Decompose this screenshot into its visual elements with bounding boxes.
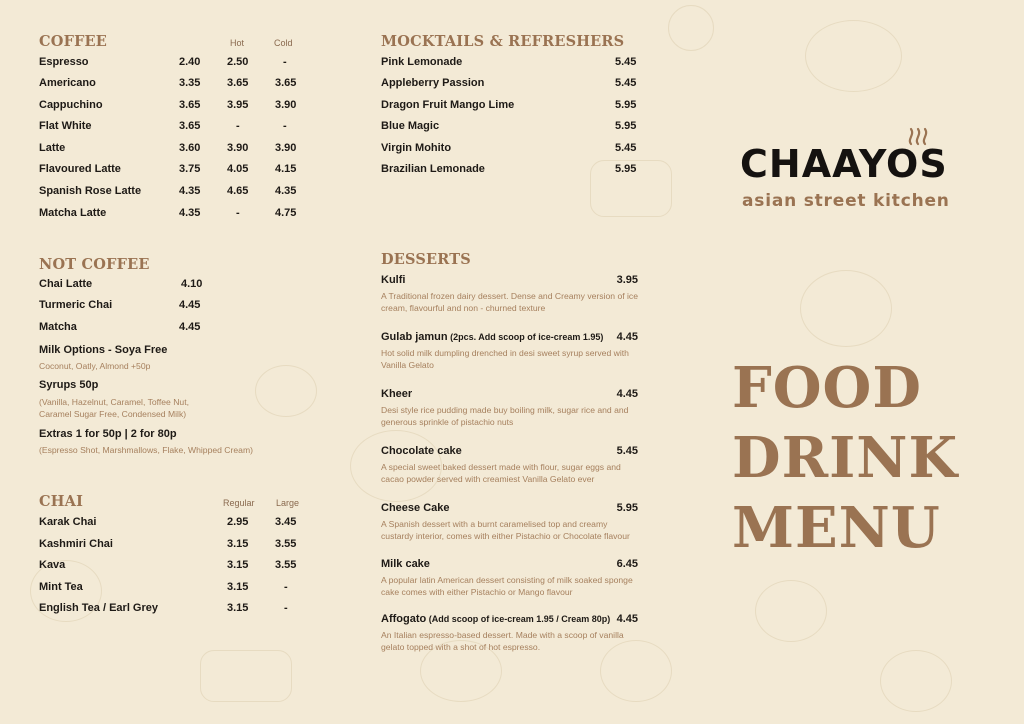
item-price: 5.45 (615, 77, 637, 89)
item-price: 5.45 (615, 142, 637, 154)
item-price: 5.45 (615, 56, 637, 68)
coffee-row (39, 120, 309, 138)
item-price: 2.40 (179, 56, 201, 68)
dessert-price: 4.45 (616, 331, 638, 343)
item-name: Espresso (39, 56, 89, 68)
item-regular: 3.15 (227, 581, 249, 593)
item-name: Virgin Mohito (381, 142, 452, 154)
item-cold: 3.90 (275, 142, 297, 154)
coffee-row (39, 56, 309, 74)
col-head-regular: Regular (223, 498, 255, 508)
dessert-name: Chocolate cake (381, 445, 462, 457)
col-head-cold: Cold (274, 38, 293, 48)
item-name: Turmeric Chai (39, 299, 113, 311)
chai-row (39, 581, 309, 599)
brand-tagline: asian street kitchen (742, 191, 950, 211)
coffee-row (39, 185, 309, 203)
doodle-background-icon (755, 580, 827, 642)
headline-menu: MENU (732, 495, 941, 561)
section-title-chai: CHAI (39, 493, 84, 510)
doodle-background-icon (200, 650, 292, 702)
item-hot: 4.65 (227, 185, 249, 197)
item-name: Dragon Fruit Mango Lime (381, 99, 515, 111)
item-cold: 4.75 (275, 207, 297, 219)
doodle-background-icon (800, 270, 892, 347)
item-price: 5.95 (615, 163, 637, 175)
dessert-desc: Hot solid milk dumpling drenched in desi sweet syrup served with Vanilla Gelato (381, 348, 629, 370)
item-large: 3.45 (275, 516, 297, 528)
item-name: Matcha Latte (39, 207, 107, 219)
doodle-background-icon (668, 5, 714, 51)
milk-options-label: Milk Options - Soya Free (39, 344, 168, 356)
dessert-price: 4.45 (616, 613, 638, 625)
item-cold: 4.15 (275, 163, 297, 175)
item-regular: 3.15 (227, 538, 249, 550)
item-hot: - (236, 120, 240, 132)
dessert-desc: A Spanish dessert with a burnt caramelised top and creamy custardy interior, comes with either Pistachio or Chocolate flavour (381, 519, 630, 541)
item-cold: 3.65 (275, 77, 297, 89)
item-hot: 3.65 (227, 77, 249, 89)
item-name: Brazilian Lemonade (381, 163, 485, 175)
item-large: - (284, 581, 288, 593)
doodle-background-icon (255, 365, 317, 417)
dessert-name: Kheer (381, 388, 413, 400)
item-name: Latte (39, 142, 66, 154)
item-name: Karak Chai (39, 516, 97, 528)
item-price: 3.35 (179, 77, 201, 89)
item-large: 3.55 (275, 538, 297, 550)
mocktail-row (381, 99, 641, 117)
dessert-desc: A special sweet baked dessert made with flour, sugar eggs and cacao powder served with creamiest Vanilla Gelato ever (381, 462, 621, 484)
item-regular: 3.15 (227, 602, 249, 614)
item-name: Matcha (39, 321, 77, 333)
item-name: Appleberry Passion (381, 77, 485, 89)
dessert-desc: A popular latin American dessert consisting of milk soaked sponge cake comes with either Pistachio or Mango flavour (381, 575, 633, 597)
item-hot: 2.50 (227, 56, 249, 68)
item-name: English Tea / Earl Grey (39, 602, 159, 614)
doodle-background-icon (880, 650, 952, 712)
mocktail-row (381, 56, 641, 74)
item-price: 4.45 (179, 321, 201, 333)
chai-row (39, 602, 309, 620)
dessert-price: 5.45 (616, 445, 638, 457)
mocktail-row (381, 163, 641, 181)
item-price: 5.95 (615, 120, 637, 132)
item-price: 5.95 (615, 99, 637, 111)
item-cold: 4.35 (275, 185, 297, 197)
coffee-row (39, 142, 309, 160)
dessert-desc: A Traditional frozen dairy dessert. Dense and Creamy version of ice cream, flavourful and non - churned texture (381, 291, 638, 313)
item-price: 3.75 (179, 163, 201, 175)
item-name: Flat White (39, 120, 92, 132)
dessert-name: Gulab jamun (2pcs. Add scoop of ice-cream 1.95) (381, 331, 604, 343)
dessert-price: 6.45 (616, 558, 638, 570)
not-coffee-row (39, 299, 239, 317)
dessert-desc: An Italian espresso-based dessert. Made with a scoop of vanilla gelato topped with a shot of hot espresso. (381, 630, 624, 652)
dessert-name: Kulfi (381, 274, 406, 286)
item-name: Kashmiri Chai (39, 538, 113, 550)
coffee-row (39, 207, 309, 225)
syrups-label: Syrups 50p (39, 379, 99, 391)
item-name: Pink Lemonade (381, 56, 463, 68)
item-cold: - (283, 120, 287, 132)
syrups-note-1: (Vanilla, Hazelnut, Caramel, Toffee Nut, (39, 397, 189, 407)
item-name: Mint Tea (39, 581, 83, 593)
dessert-name: Cheese Cake (381, 502, 450, 514)
brand-logo: CHAAYOS (740, 142, 948, 186)
item-name: Flavoured Latte (39, 163, 121, 175)
coffee-row (39, 77, 309, 95)
chai-row (39, 538, 309, 556)
item-hot: - (236, 207, 240, 219)
section-title-desserts: DESSERTS (381, 251, 471, 268)
dessert-name: Affogato (Add scoop of ice-cream 1.95 / Cream 80p) (381, 613, 611, 625)
item-cold: 3.90 (275, 99, 297, 111)
headline-drink: DRINK (732, 425, 959, 491)
item-price: 4.35 (179, 185, 201, 197)
mocktail-row (381, 77, 641, 95)
chai-row (39, 516, 309, 534)
item-name: Spanish Rose Latte (39, 185, 142, 197)
section-title-coffee: COFFEE (39, 33, 108, 50)
syrups-note-2: Caramel Sugar Free, Condensed Milk) (39, 409, 187, 419)
mocktail-row (381, 142, 641, 160)
milk-options-note: Coconut, Oatly, Almond +50p (39, 361, 151, 371)
item-name: Americano (39, 77, 96, 89)
dessert-desc: Desi style rice pudding made buy boiling milk, sugar rice and and generous sprinkle of pistachio nuts (381, 405, 629, 427)
item-price: 4.35 (179, 207, 201, 219)
item-hot: 3.95 (227, 99, 249, 111)
doodle-background-icon (805, 20, 902, 92)
item-price: 3.65 (179, 99, 201, 111)
extras-label: Extras 1 for 50p | 2 for 80p (39, 428, 177, 440)
item-regular: 3.15 (227, 559, 249, 571)
section-title-mocktails: MOCKTAILS & REFRESHERS (381, 33, 625, 50)
not-coffee-row (39, 321, 239, 339)
item-large: 3.55 (275, 559, 297, 571)
dessert-price: 4.45 (616, 388, 638, 400)
item-hot: 4.05 (227, 163, 249, 175)
not-coffee-row (39, 278, 239, 296)
item-price: 4.10 (181, 278, 203, 290)
dessert-name: Milk cake (381, 558, 430, 570)
dessert-price: 5.95 (616, 502, 638, 514)
item-name: Chai Latte (39, 278, 93, 290)
headline-food: FOOD (732, 355, 922, 421)
coffee-row (39, 163, 309, 181)
section-title-not-coffee: NOT COFFEE (39, 256, 150, 273)
chai-row (39, 559, 309, 577)
item-price: 4.45 (179, 299, 201, 311)
item-large: - (284, 602, 288, 614)
dessert-price: 3.95 (616, 274, 638, 286)
item-regular: 2.95 (227, 516, 249, 528)
item-name: Kava (39, 559, 66, 571)
item-cold: - (283, 56, 287, 68)
col-head-large: Large (276, 498, 300, 508)
item-price: 3.65 (179, 120, 201, 132)
coffee-row (39, 99, 309, 117)
mocktail-row (381, 120, 641, 138)
item-hot: 3.90 (227, 142, 249, 154)
item-name: Cappuchino (39, 99, 103, 111)
extras-note: (Espresso Shot, Marshmallows, Flake, Whipped Cream) (39, 445, 253, 455)
item-name: Blue Magic (381, 120, 440, 132)
col-head-hot: Hot (230, 38, 245, 48)
item-price: 3.60 (179, 142, 201, 154)
